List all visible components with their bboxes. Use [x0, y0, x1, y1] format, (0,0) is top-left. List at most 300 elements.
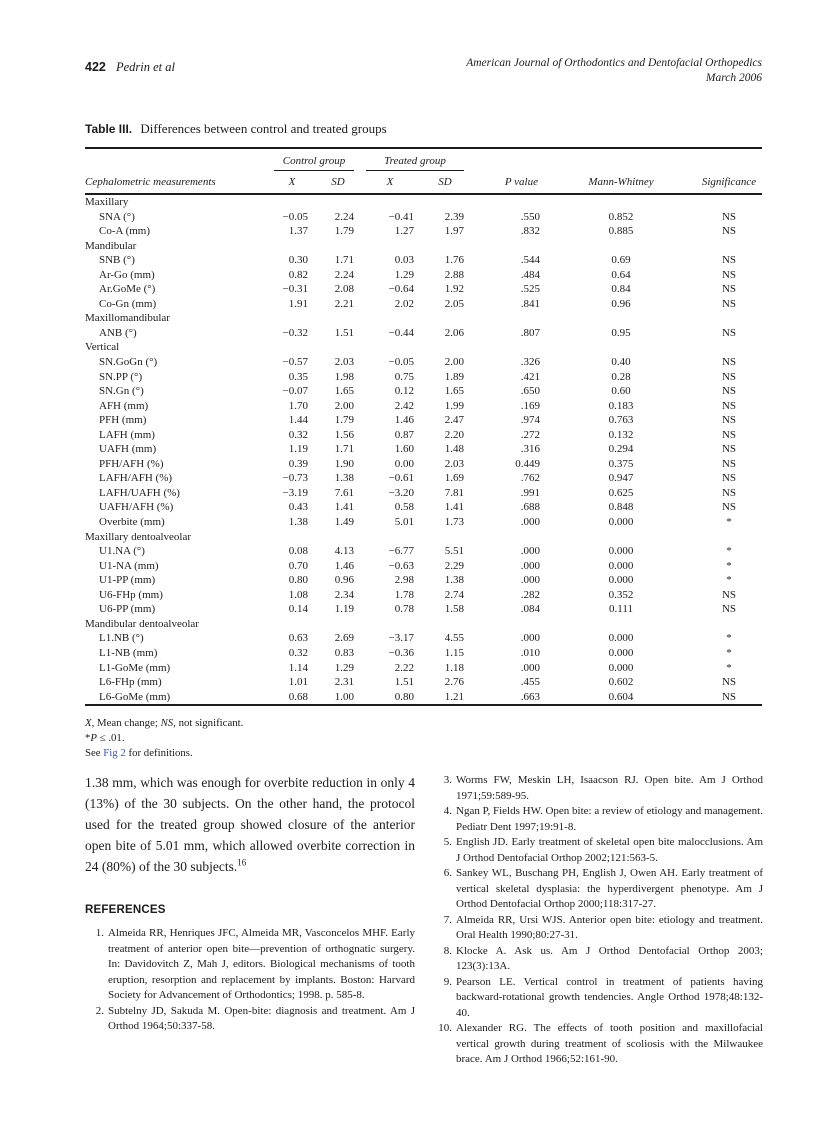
value-cell: −0.61 — [388, 472, 414, 485]
value-cell: 0.14 — [288, 603, 308, 616]
value-cell: 1.18 — [444, 661, 464, 674]
value-cell: NS — [721, 356, 737, 369]
value-cell: NS — [721, 457, 737, 470]
table-row — [85, 631, 762, 646]
measurement-label: PFH/AFH (%) — [99, 457, 164, 470]
value-cell: 1.38 — [444, 574, 464, 587]
value-cell: NS — [721, 370, 737, 383]
value-cell: 0.69 — [611, 254, 631, 267]
value-cell: 1.99 — [444, 399, 464, 412]
value-cell: .010 — [520, 646, 540, 659]
value-cell: NS — [721, 486, 737, 499]
value-cell: 0.80 — [288, 574, 308, 587]
measurement-label: U6-PP (mm) — [99, 603, 156, 616]
value-cell: 0.40 — [611, 356, 631, 369]
value-cell: 1.38 — [334, 472, 354, 485]
value-cell: −3.20 — [388, 486, 414, 499]
value-cell: NS — [721, 254, 737, 267]
reference-text: Ngan P, Fields HW. Open bite: a review of etiology and management. Pediatr Dent 1997;19:91-8. — [456, 805, 763, 833]
value-cell: * — [726, 559, 732, 572]
measurement-label: L1.NB (°) — [99, 632, 144, 645]
footnote-term-x: X — [85, 717, 92, 729]
column-header-x-control: X — [288, 176, 296, 188]
value-cell: 1.19 — [334, 603, 354, 616]
reference-number: 6. — [443, 867, 452, 879]
table-row — [85, 297, 762, 312]
treated-group-header — [360, 148, 470, 172]
reference-text: Pearson LE. Vertical control in treatment of patients having backward-rotational growth tendencies. Angle Orthod 1978;48:132-40. — [456, 975, 763, 1019]
value-cell: .484 — [520, 268, 540, 281]
table-row — [85, 661, 762, 676]
value-cell: 2.42 — [394, 399, 414, 412]
value-cell: 7.61 — [334, 486, 354, 499]
value-cell: .282 — [520, 588, 540, 601]
value-cell: 1.51 — [334, 326, 354, 339]
value-cell: * — [726, 632, 732, 645]
value-cell: 0.64 — [611, 268, 631, 281]
value-cell: NS — [721, 472, 737, 485]
value-cell: NS — [721, 443, 737, 456]
value-cell: 0.352 — [608, 588, 634, 601]
measurement-label: U1-NA (mm) — [99, 559, 159, 572]
value-cell: .455 — [520, 676, 540, 689]
measurement-label: L1-GoMe (mm) — [99, 661, 171, 674]
value-cell: .832 — [520, 225, 540, 238]
value-cell: 2.21 — [334, 297, 354, 310]
section-label: Mandibular — [85, 239, 137, 252]
value-cell: 2.31 — [334, 676, 354, 689]
reference-text: Worms FW, Meskin LH, Isaacson RJ. Open bite. Am J Orthod 1971;59:589-95. — [456, 774, 763, 802]
running-head-left — [85, 60, 175, 75]
value-cell: * — [726, 516, 732, 529]
reference-number: 8. — [443, 944, 452, 957]
value-cell: 1.70 — [288, 399, 308, 412]
section-label: Maxillomandibular — [85, 312, 170, 325]
value-cell: 5.51 — [444, 545, 464, 558]
paragraph-text: 1.38 mm, which was enough for overbite reduction in only 4 (13%) of the 30 subjects. On the other hand, the protocol used for the treated group showed closure of the anterior open bite of 5.01 mm, which allowed overbite correction in 24 (80%) of the 30 subjects. — [85, 775, 415, 874]
value-cell: .000 — [520, 661, 540, 674]
value-cell: NS — [721, 690, 737, 703]
measurement-label: UAFH/AFH (%) — [99, 501, 174, 514]
table-row — [85, 573, 762, 588]
value-cell: 5.01 — [394, 516, 414, 529]
value-cell: NS — [721, 385, 737, 398]
running-head-right — [466, 56, 762, 85]
value-cell: 0.000 — [608, 516, 634, 529]
value-cell: 0.000 — [608, 632, 634, 645]
value-cell: 0.111 — [609, 603, 633, 616]
reference-text: Almeida RR, Ursi WJS. Anterior open bite: etiology and treatment. Oral Health 1990;80:27-31. — [456, 913, 763, 941]
journal-name: American Journal of Orthodontics and Dentofacial Orthopedics — [466, 57, 762, 69]
value-cell: 0.852 — [608, 210, 634, 223]
value-cell: .841 — [520, 297, 540, 310]
table-row — [85, 544, 762, 559]
value-cell: .762 — [520, 472, 540, 485]
value-cell: 0.132 — [608, 428, 634, 441]
value-cell: NS — [721, 225, 737, 238]
reference-item — [433, 1021, 763, 1068]
column-header-measurements: Cephalometric measurements — [85, 176, 216, 188]
value-cell: 1.21 — [444, 690, 464, 703]
value-cell: 0.03 — [394, 254, 414, 267]
value-cell: 0.39 — [288, 457, 308, 470]
value-cell: −0.32 — [282, 326, 308, 339]
reference-item — [433, 866, 763, 913]
value-cell: 1.44 — [288, 414, 308, 427]
journal-issue: March 2006 — [705, 71, 762, 84]
value-cell: * — [726, 545, 732, 558]
value-cell: NS — [721, 210, 737, 223]
value-cell: 1.29 — [334, 661, 354, 674]
table-row — [85, 210, 762, 225]
table-section-row — [85, 340, 762, 355]
value-cell: 2.76 — [444, 676, 464, 689]
value-cell: 0.78 — [394, 603, 414, 616]
value-cell: 0.625 — [608, 486, 634, 499]
value-cell: 1.89 — [444, 370, 464, 383]
value-cell: 2.47 — [444, 414, 464, 427]
reference-number: 9. — [443, 975, 452, 988]
value-cell: −0.57 — [282, 356, 308, 369]
measurement-label: UAFH (mm) — [99, 443, 157, 456]
value-cell: * — [726, 574, 732, 587]
table-row — [85, 428, 762, 443]
table-row — [85, 690, 762, 706]
value-cell: 1.46 — [334, 559, 354, 572]
table-section-row — [85, 194, 762, 210]
measurement-label: U1.NA (°) — [99, 545, 145, 558]
value-cell: 0.00 — [394, 457, 414, 470]
reference-text: English JD. Early treatment of skeletal open bite malocclusions. Am J Orthod Dentofacial Orthop 2002;121:563-5. — [456, 836, 763, 864]
column-header-significance: Significance — [701, 176, 757, 188]
value-cell: 0.08 — [288, 545, 308, 558]
reference-number: 1. — [95, 927, 104, 939]
reference-number: 4. — [443, 805, 452, 817]
value-cell: 0.000 — [608, 545, 634, 558]
table-row — [85, 399, 762, 414]
value-cell: 1.48 — [444, 443, 464, 456]
value-cell: 1.60 — [394, 443, 414, 456]
value-cell: NS — [721, 501, 737, 514]
value-cell: 1.19 — [288, 443, 308, 456]
value-cell: 1.15 — [444, 646, 464, 659]
value-cell: 0.604 — [608, 690, 634, 703]
value-cell: 1.41 — [444, 501, 464, 514]
value-cell: 0.375 — [608, 457, 634, 470]
reference-item — [433, 975, 763, 1022]
value-cell: 0.96 — [611, 297, 631, 310]
value-cell: .544 — [520, 254, 540, 267]
table-row — [85, 675, 762, 690]
measurement-label: Co-A (mm) — [99, 225, 151, 238]
reference-text: Subtelny JD, Sakuda M. Open-bite: diagnosis and treatment. Am J Orthod 1964;50:337-58. — [108, 1004, 415, 1032]
table-row — [85, 602, 762, 617]
value-cell: .807 — [520, 326, 540, 339]
value-cell: −0.41 — [388, 210, 414, 223]
value-cell: .650 — [520, 385, 540, 398]
two-column-body — [85, 772, 763, 1068]
reference-item — [433, 944, 763, 975]
page-number: 422 — [85, 60, 106, 74]
value-cell: 1.29 — [394, 268, 414, 281]
value-cell: −3.19 — [282, 486, 308, 499]
value-cell: NS — [721, 414, 737, 427]
value-cell: 0.95 — [611, 326, 631, 339]
empty-cell — [470, 148, 546, 172]
value-cell: 0.000 — [608, 661, 634, 674]
measurement-label: SNA (°) — [99, 210, 135, 223]
value-cell: 2.22 — [394, 661, 414, 674]
value-cell: 0.000 — [608, 646, 634, 659]
table-footnotes — [85, 716, 762, 761]
reference-number: 10. — [438, 1022, 452, 1034]
value-cell: 1.41 — [334, 501, 354, 514]
empty-cell — [85, 148, 268, 172]
reference-item — [85, 926, 415, 1004]
value-cell: NS — [721, 676, 737, 689]
value-cell: .663 — [520, 690, 540, 703]
value-cell: 1.49 — [334, 516, 354, 529]
value-cell: 0.000 — [608, 559, 634, 572]
table-body — [85, 194, 762, 705]
value-cell: NS — [721, 283, 737, 296]
value-cell: * — [726, 646, 732, 659]
value-cell: 0.000 — [608, 574, 634, 587]
value-cell: 2.98 — [394, 574, 414, 587]
section-label: Vertical — [85, 341, 120, 354]
value-cell: 0.68 — [288, 690, 308, 703]
empty-cell — [546, 148, 696, 172]
value-cell: .000 — [520, 574, 540, 587]
reference-text: Alexander RG. The effects of tooth position and maxillofacial vertical growth during treatment of scoliosis with the Milwaukee brace. Am J Orthod 1966;52:161-90. — [456, 1022, 763, 1065]
value-cell: −0.05 — [388, 356, 414, 369]
value-cell: .000 — [520, 632, 540, 645]
value-cell: 1.00 — [334, 690, 354, 703]
value-cell: 1.46 — [394, 414, 414, 427]
value-cell: 0.449 — [515, 457, 540, 470]
column-header-x-treated: X — [386, 176, 394, 188]
measurement-label: Overbite (mm) — [99, 516, 165, 529]
table-row — [85, 370, 762, 385]
value-cell: 1.38 — [288, 516, 308, 529]
value-cell: .326 — [520, 356, 540, 369]
column-header-row — [85, 172, 762, 194]
value-cell: 1.71 — [334, 443, 354, 456]
reference-number: 3. — [443, 774, 452, 786]
measurement-label: AFH (mm) — [99, 399, 149, 412]
value-cell: .316 — [520, 443, 540, 456]
table-row — [85, 268, 762, 283]
table-section-row — [85, 617, 762, 632]
value-cell: 1.98 — [334, 370, 354, 383]
value-cell: 2.24 — [334, 210, 354, 223]
value-cell: 2.74 — [444, 588, 464, 601]
table-row — [85, 500, 762, 515]
measurement-label: Co-Gn (mm) — [99, 297, 157, 310]
reference-list-right — [433, 773, 763, 1068]
value-cell: 0.63 — [288, 632, 308, 645]
table-row — [85, 413, 762, 428]
value-cell: .000 — [520, 516, 540, 529]
column-header-p-value: P value — [504, 176, 538, 188]
table-row — [85, 326, 762, 341]
value-cell: 0.294 — [608, 443, 634, 456]
value-cell: 1.79 — [334, 225, 354, 238]
value-cell: −0.31 — [282, 283, 308, 296]
reference-item — [433, 913, 763, 944]
value-cell: 1.58 — [444, 603, 464, 616]
measurement-label: LAFH/AFH (%) — [99, 472, 173, 485]
value-cell: NS — [721, 297, 737, 310]
table-title-text: Differences between control and treated groups — [140, 121, 387, 136]
table-label: Table III. — [85, 122, 133, 136]
value-cell: 7.81 — [444, 486, 464, 499]
value-cell: −0.63 — [388, 559, 414, 572]
column-header-sd-control: SD — [331, 176, 345, 188]
value-cell: NS — [721, 326, 737, 339]
value-cell: −0.36 — [388, 646, 414, 659]
value-cell: 4.13 — [334, 545, 354, 558]
value-cell: 2.29 — [444, 559, 464, 572]
control-group-header — [268, 148, 360, 172]
reference-item — [85, 1004, 415, 1035]
value-cell: 1.78 — [394, 588, 414, 601]
control-group-label: Control group — [274, 155, 354, 171]
value-cell: 0.96 — [334, 574, 354, 587]
measurement-label: Ar-Go (mm) — [99, 268, 155, 281]
left-column — [85, 772, 415, 1068]
value-cell: 1.92 — [444, 283, 464, 296]
reference-text: Klocke A. Ask us. Am J Orthod Dentofacial Orthop 2003; 123(3):13A. — [456, 944, 763, 972]
value-cell: * — [726, 661, 732, 674]
value-cell: .272 — [520, 428, 540, 441]
value-cell: 1.91 — [288, 297, 308, 310]
value-cell: 0.30 — [288, 254, 308, 267]
value-cell: 0.84 — [611, 283, 631, 296]
table-row — [85, 442, 762, 457]
measurement-label: L1-NB (mm) — [99, 646, 158, 659]
fig-2-link[interactable]: Fig 2 — [103, 747, 126, 759]
value-cell: 0.28 — [611, 370, 631, 383]
value-cell: 1.27 — [394, 225, 414, 238]
value-cell: 0.75 — [394, 370, 414, 383]
measurement-label: Ar.GoMe (°) — [99, 283, 156, 296]
value-cell: NS — [721, 428, 737, 441]
value-cell: 1.51 — [394, 676, 414, 689]
value-cell: 2.39 — [444, 210, 464, 223]
value-cell: 0.885 — [608, 225, 634, 238]
value-cell: 0.763 — [608, 414, 634, 427]
asterisk-marker: * — [85, 732, 91, 744]
value-cell: 0.32 — [288, 428, 308, 441]
value-cell: 2.03 — [444, 457, 464, 470]
measurement-label: LAFH (mm) — [99, 428, 155, 441]
value-cell: 1.71 — [334, 254, 354, 267]
table-row — [85, 253, 762, 268]
treated-group-label: Treated group — [366, 155, 464, 171]
section-label: Mandibular dentoalveolar — [85, 617, 199, 630]
value-cell: .688 — [520, 501, 540, 514]
value-cell: 4.55 — [444, 632, 464, 645]
column-header-sd-treated: SD — [438, 176, 452, 188]
reference-list-left — [85, 926, 415, 1035]
footnote-text: for definitions. — [125, 747, 193, 759]
value-cell: 2.00 — [444, 356, 464, 369]
column-header-mann-whitney: Mann-Whitney — [588, 176, 654, 188]
value-cell: 0.80 — [394, 690, 414, 703]
table-head — [85, 148, 762, 194]
value-cell: 2.02 — [394, 297, 414, 310]
empty-cell — [696, 148, 762, 172]
value-cell: 1.65 — [334, 385, 354, 398]
measurement-label: LAFH/UAFH (%) — [99, 486, 180, 499]
value-cell: 1.69 — [444, 472, 464, 485]
value-cell: −0.05 — [282, 210, 308, 223]
value-cell: 2.24 — [334, 268, 354, 281]
value-cell: 1.90 — [334, 457, 354, 470]
footnote-see-fig — [85, 746, 762, 761]
table-row — [85, 355, 762, 370]
value-cell: 2.03 — [334, 356, 354, 369]
table-row — [85, 515, 762, 530]
value-cell: 2.34 — [334, 588, 354, 601]
value-cell: .084 — [520, 603, 540, 616]
footnote-abbreviations — [85, 716, 762, 731]
value-cell: 0.60 — [611, 385, 631, 398]
table-row — [85, 559, 762, 574]
group-header-row — [85, 148, 762, 172]
reference-item — [433, 773, 763, 804]
value-cell: 0.947 — [608, 472, 634, 485]
measurement-label: U1-PP (mm) — [99, 574, 156, 587]
footnote-significance — [85, 731, 762, 746]
references-heading: REFERENCES — [85, 904, 166, 916]
value-cell: 1.65 — [444, 385, 464, 398]
value-cell: NS — [721, 268, 737, 281]
value-cell: 0.87 — [394, 428, 414, 441]
value-cell: −0.44 — [388, 326, 414, 339]
footnote-text: ≤ .01. — [97, 732, 125, 744]
right-column — [433, 772, 763, 1068]
value-cell: −6.77 — [388, 545, 414, 558]
value-cell: 1.37 — [288, 225, 308, 238]
value-cell: 2.00 — [334, 399, 354, 412]
value-cell: 1.01 — [288, 676, 308, 689]
citation-superscript[interactable]: 16 — [237, 857, 247, 868]
value-cell: .550 — [520, 210, 540, 223]
value-cell: 2.20 — [444, 428, 464, 441]
value-cell: 1.56 — [334, 428, 354, 441]
value-cell: 0.602 — [608, 676, 634, 689]
value-cell: 2.05 — [444, 297, 464, 310]
value-cell: −0.73 — [282, 472, 308, 485]
value-cell: NS — [721, 399, 737, 412]
table-row — [85, 471, 762, 486]
value-cell: 2.88 — [444, 268, 464, 281]
footnote-text: , not significant. — [173, 717, 244, 729]
value-cell: 0.183 — [608, 399, 634, 412]
reference-item — [433, 835, 763, 866]
table-row — [85, 588, 762, 603]
value-cell: 1.76 — [444, 254, 464, 267]
measurement-label: SN.GoGn (°) — [99, 356, 158, 369]
value-cell: NS — [721, 588, 737, 601]
value-cell: 0.12 — [394, 385, 414, 398]
measurement-label: SNB (°) — [99, 254, 135, 267]
table-row — [85, 646, 762, 661]
reference-number: 2. — [95, 1004, 104, 1017]
reference-text: Almeida RR, Henriques JFC, Almeida MR, Vasconcelos MHF. Early treatment of anterior open bite—prevention of orthognatic surgery. In: Davidovitch Z, Mah J, editors. Biological mechanisms of tooth eruption, resorption and replacement by implants. Boston: Harvard Society for Advancement of Orthodontics; 1998. p. 585-8. — [108, 927, 415, 1001]
